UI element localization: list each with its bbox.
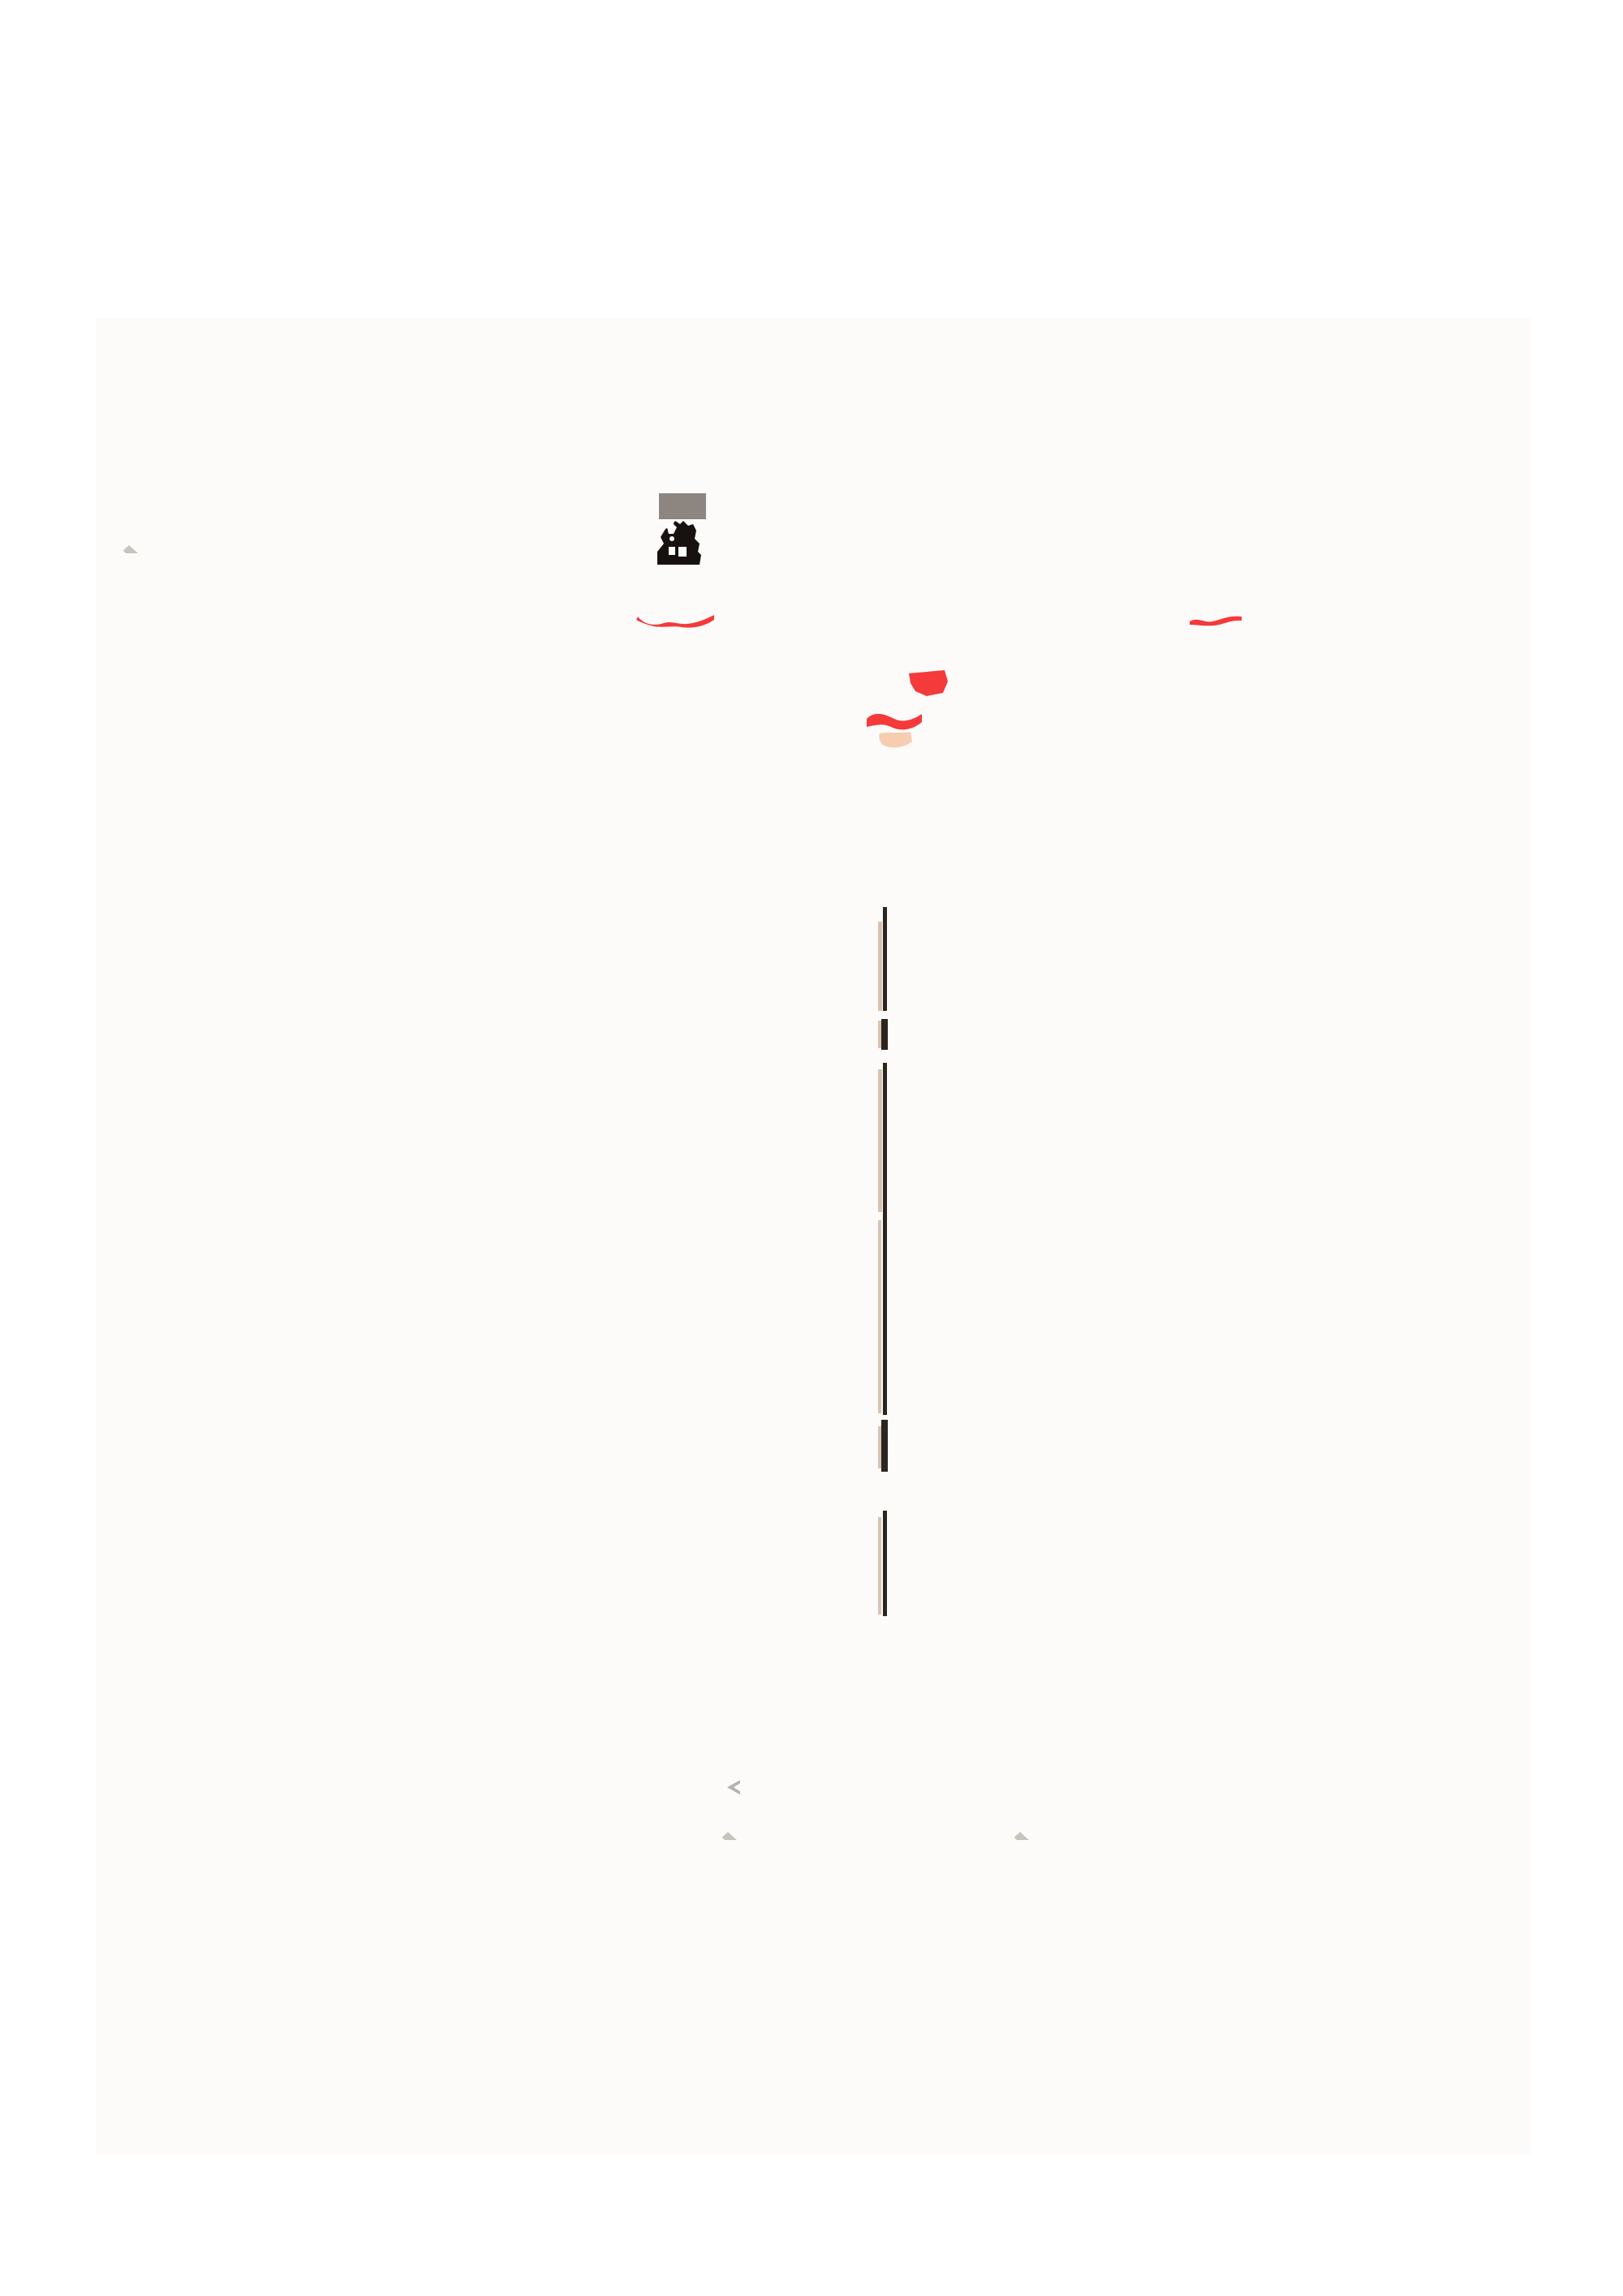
column-rule-segment — [883, 1214, 887, 1415]
chevron-left-icon[interactable] — [721, 1778, 742, 1800]
column-rule-segment — [881, 1019, 888, 1050]
column-rule-segment — [878, 1517, 881, 1615]
column-rule-segment — [883, 907, 887, 1011]
column-rule-segment — [878, 1220, 881, 1413]
column-rule-segment — [883, 1063, 887, 1214]
triangle-marker-left — [120, 545, 138, 553]
soft-highlight-blob — [878, 732, 914, 754]
column-rule-segment — [883, 1511, 887, 1616]
red-underline-right — [1190, 615, 1243, 630]
column-rule-segment — [878, 922, 882, 1011]
column-rule-segment — [878, 1426, 881, 1468]
triangle-marker-bottom-left — [719, 1832, 737, 1840]
text-column-remnants — [878, 907, 894, 1532]
column-rule-segment — [878, 1069, 882, 1212]
triangle-marker-bottom-right — [1011, 1832, 1029, 1840]
document-page — [96, 318, 1530, 2155]
ink-stamp-figure — [648, 519, 709, 566]
column-rule-segment — [881, 1420, 888, 1472]
red-underline-left — [636, 613, 716, 632]
column-rule-segment — [878, 1021, 881, 1048]
image-placeholder-block — [659, 493, 706, 519]
red-flag-mark — [907, 669, 949, 708]
